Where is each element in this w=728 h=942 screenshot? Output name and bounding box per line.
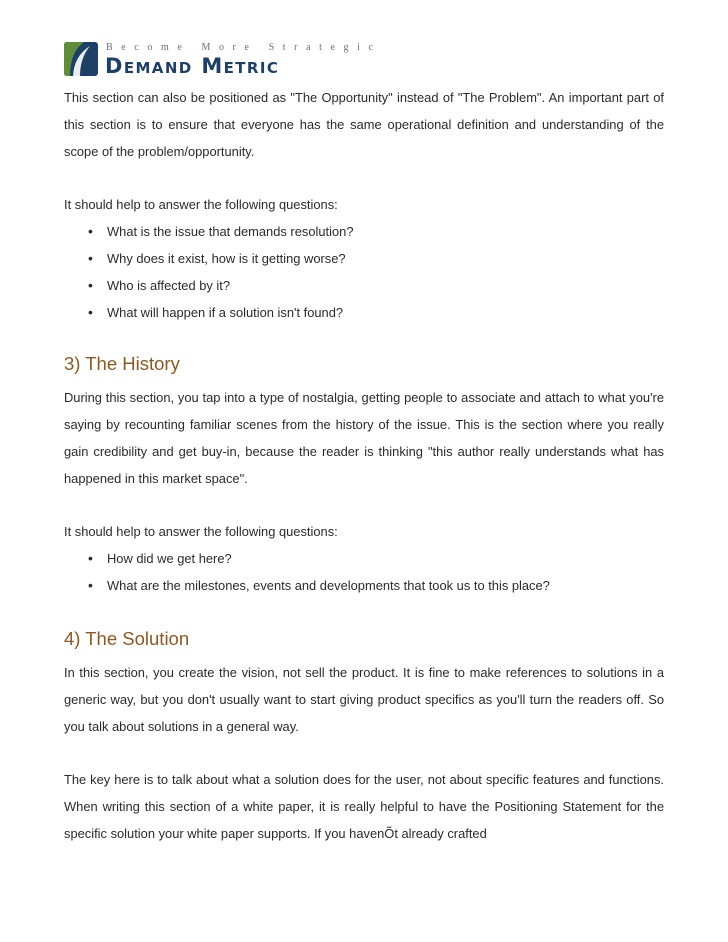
list-item: • Who is affected by it? — [64, 272, 664, 299]
solution-paragraph-2: The key here is to talk about what a solution does for the user, not about specific features and functions. When writing this section of a white paper, it is really helpful to have the Positioning Statement for the specific solution your white paper supports. If you havenÕt already crafted — [64, 772, 664, 841]
bullet-icon: • — [88, 277, 93, 293]
history-questions-list — [64, 545, 664, 599]
intro-questions-list — [64, 218, 664, 326]
logo-name: Demand Metric — [105, 54, 280, 78]
intro-paragraph: This section can also be positioned as "The Opportunity" instead of "The Problem". An important part of this section is to ensure that everyone has the same operational definition and understanding of the scope of the problem/opportunity. — [64, 90, 664, 159]
bullet-icon: • — [88, 550, 93, 566]
history-paragraph: During this section, you tap into a type of nostalgia, getting people to associate and attach to what you're saying by recounting familiar scenes from the history of the issue. This is the section where you really gain credibility and get buy-in, because the reader is thinking "this author really understands what has happened in this market space". — [64, 390, 664, 486]
solution-paragraph-1: In this section, you create the vision, not sell the product. It is fine to make references to solutions in a generic way, but you don't usually want to start giving product specifics as you'll turn the readers off. So you talk about solutions in a general way. — [64, 665, 664, 734]
list-item: • How did we get here? — [64, 545, 664, 572]
document-body — [64, 84, 664, 847]
bullet-icon: • — [88, 250, 93, 266]
history-heading: 3) The History — [64, 353, 180, 374]
history-questions-lead: It should help to answer the following questions: — [64, 524, 338, 539]
bullet-icon: • — [88, 223, 93, 239]
solution-heading: 4) The Solution — [64, 628, 190, 649]
bullet-icon: • — [88, 304, 93, 320]
logo-mark-icon — [64, 42, 98, 76]
list-item: • Why does it exist, how is it getting worse? — [64, 245, 664, 272]
demand-metric-logo — [64, 40, 382, 80]
bullet-icon: • — [88, 577, 93, 593]
intro-questions-lead: It should help to answer the following questions: — [64, 197, 338, 212]
list-item: • What is the issue that demands resolution? — [64, 218, 664, 245]
logo-tagline: Become More Strategic — [106, 42, 382, 53]
list-item: • What are the milestones, events and developments that took us to this place? — [64, 572, 664, 599]
list-item: • What will happen if a solution isn't found? — [64, 299, 664, 326]
